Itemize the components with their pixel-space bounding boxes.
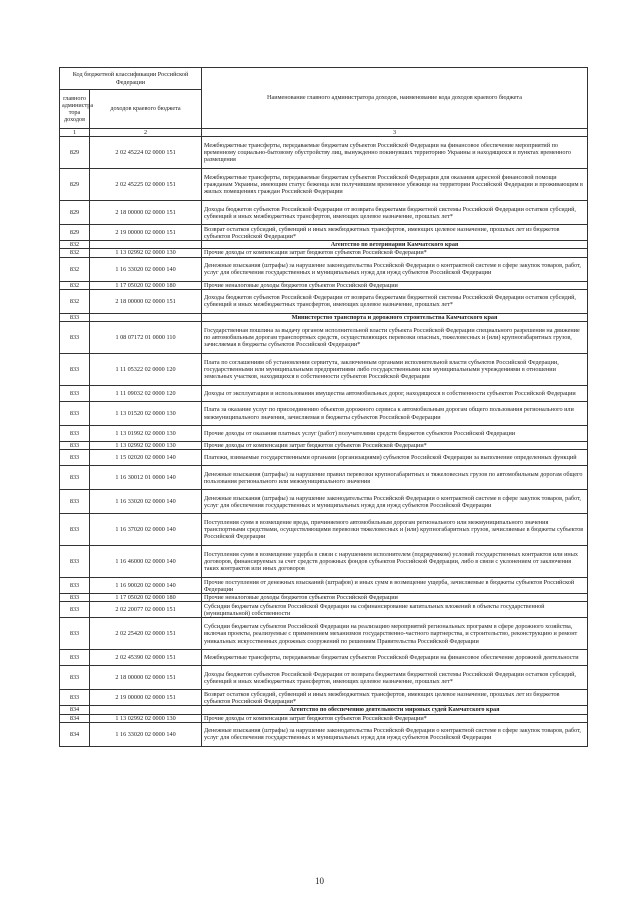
income-code-cell: [90, 706, 202, 714]
table-row: [60, 578, 588, 594]
income-code-cell: 1 16 90020 02 0000 140: [90, 578, 202, 594]
table-row: [60, 650, 588, 666]
admin-code-cell: 833: [60, 546, 90, 578]
column-number-1: 1: [60, 129, 90, 137]
income-name-cell: Поступления сумм в возмещение ущерба в связи с нарушением исполнителем (подрядчиком) условий государственных контрактов или иных договоров, финансируемых за счет средств дорожных фондов субъектов Российской Федерации, либо в связи с уклонением от заключения таких контрактов или иных договоров: [202, 546, 588, 578]
income-name-cell: Прочие поступления от денежных взысканий (штрафов) и иных сумм в возмещение ущерба, зачисляемые в бюджеты субъектов Российской Федерации: [202, 578, 588, 594]
section-title-cell: Агентство по обеспечению деятельности мировых судей Камчатского края: [202, 706, 588, 714]
table-row: [60, 450, 588, 466]
table-row: [60, 137, 588, 169]
table-row: [60, 225, 588, 241]
income-name-cell: Доходы бюджетов субъектов Российской Федерации от возврата бюджетами бюджетной системы Российской Федерации остатков субсидий, субвенций и иных межбюджетных трансфертов, имеющих целевое назначение, прошлых лет*: [202, 289, 588, 313]
admin-code-cell: 833: [60, 426, 90, 442]
income-name-cell: Денежные взыскания (штрафы) за нарушение законодательства Российской Федерации о контрактной системе в сфере закупок товаров, работ, услуг для обеспечения государственных и муниципальных нужд для нужд субъектов Российской Федерации: [202, 722, 588, 746]
income-code-cell: 1 11 05322 02 0000 120: [90, 354, 202, 386]
table-row: [60, 722, 588, 746]
section-row: [60, 706, 588, 714]
income-name-cell: Денежные взыскания (штрафы) за нарушение законодательства Российской Федерации о контрактной системе в сфере закупок товаров, работ, услуг для обеспечения государственных и муниципальных нужд для нужд субъектов Российской Федерации: [202, 490, 588, 514]
admin-code-cell: 833: [60, 466, 90, 490]
table-row: [60, 402, 588, 426]
table-row: [60, 426, 588, 442]
income-code-cell: 1 16 37020 02 0000 140: [90, 514, 202, 546]
admin-column-header: главного администра тора доходов: [60, 90, 90, 129]
admin-code-cell: 833: [60, 322, 90, 354]
table-row: [60, 490, 588, 514]
table-row: [60, 354, 588, 386]
section-title-cell: Министерство транспорта и дорожного строительства Камчатского края: [202, 313, 588, 321]
admin-code-cell: 833: [60, 618, 90, 650]
name-column-header: Наименование главного администратора доходов, наименование кода доходов краевого бюджета: [202, 68, 588, 129]
admin-code-cell: 833: [60, 313, 90, 321]
admin-code-cell: 832: [60, 249, 90, 257]
income-name-cell: Субсидии бюджетам субъектов Российской Федерации на софинансирование капитальных вложений в объекты государственной (муниципальной) собственности: [202, 602, 588, 618]
income-code-cell: 2 02 45224 02 0000 151: [90, 137, 202, 169]
column-number-3: 3: [202, 129, 588, 137]
income-name-cell: Доходы бюджетов субъектов Российской Федерации от возврата бюджетами бюджетной системы Российской Федерации остатков субсидий, субвенций и иных межбюджетных трансфертов, имеющих целевое назначение, прошлых лет*: [202, 201, 588, 225]
table-row: [60, 442, 588, 450]
income-code-cell: 1 17 05020 02 0000 180: [90, 594, 202, 602]
income-name-cell: Прочие неналоговые доходы бюджетов субъектов Российской Федерации: [202, 594, 588, 602]
admin-code-cell: 832: [60, 257, 90, 281]
table-row: [60, 249, 588, 257]
table-row: [60, 714, 588, 722]
column-number-2: 2: [90, 129, 202, 137]
income-code-cell: 1 16 46000 02 0000 140: [90, 546, 202, 578]
admin-code-cell: 832: [60, 241, 90, 249]
kbk-group-header: Код бюджетной классификации Российской Федерации: [60, 68, 202, 90]
page-number: 10: [315, 876, 324, 886]
admin-code-cell: 833: [60, 354, 90, 386]
table-row: [60, 514, 588, 546]
income-name-cell: Денежные взыскания (штрафы) за нарушение законодательства Российской Федерации о контрактной системе в сфере закупок товаров, работ, услуг для обеспечения государственных и муниципальных нужд для нужд субъектов Российской Федерации: [202, 257, 588, 281]
admin-code-cell: 834: [60, 714, 90, 722]
income-code-cell: 1 13 02992 02 0000 130: [90, 714, 202, 722]
table-row: [60, 618, 588, 650]
income-name-cell: Прочие доходы от компенсации затрат бюджетов субъектов Российской Федерации*: [202, 714, 588, 722]
admin-code-cell: 832: [60, 289, 90, 313]
admin-code-cell: 833: [60, 602, 90, 618]
admin-code-cell: 829: [60, 225, 90, 241]
income-name-cell: Денежные взыскания (штрафы) за нарушение правил перевозки крупногабаритных и тяжеловесных грузов по автомобильным дорогам общего пользования регионального или межмуниципального значения: [202, 466, 588, 490]
table-row: [60, 602, 588, 618]
table-row: [60, 289, 588, 313]
income-code-cell: [90, 313, 202, 321]
income-code-cell: [90, 241, 202, 249]
income-name-cell: Прочие неналоговые доходы бюджетов субъектов Российской Федерации: [202, 281, 588, 289]
section-row: [60, 241, 588, 249]
income-name-cell: Межбюджетные трансферты, передаваемые бюджетам субъектов Российской Федерации на финансовое обеспечение мероприятий по временному социально-бытовому обустройству лиц, вынужденно покинувших территорию Украины и находящихся в пунктах временного размещения: [202, 137, 588, 169]
table-row: [60, 690, 588, 706]
income-code-cell: 1 13 01992 02 0000 130: [90, 426, 202, 442]
table-row: [60, 169, 588, 201]
income-name-cell: Поступления сумм в возмещение вреда, причиняемого автомобильным дорогам регионального или межмуниципального значения транспортными средствами, осуществляющими перевозки тяжеловесных и (или) крупногабаритных грузов, зачисляемые в бюджеты субъектов Российской Федерации: [202, 514, 588, 546]
income-code-cell: 1 15 02020 02 0000 140: [90, 450, 202, 466]
income-code-cell: 1 13 02992 02 0000 130: [90, 442, 202, 450]
admin-code-cell: 829: [60, 169, 90, 201]
table-row: [60, 546, 588, 578]
admin-code-cell: 833: [60, 402, 90, 426]
income-name-cell: Плата по соглашениям об установлении сервитута, заключенным органами исполнительной власти субъектов Российской Федерации, государственными или муниципальными предприятиями либо государственными или муниципальными учреждениями в отношении земельных участков, находящихся в собственности субъектов Российской Федерации: [202, 354, 588, 386]
admin-code-cell: 833: [60, 490, 90, 514]
section-row: [60, 313, 588, 321]
admin-code-cell: 833: [60, 578, 90, 594]
income-name-cell: Прочие доходы от компенсации затрат бюджетов субъектов Российской Федерации*: [202, 442, 588, 450]
income-name-cell: Государственная пошлина за выдачу органом исполнительной власти субъекта Российской Федерации специального разрешения на движение по автомобильным дорогам транспортных средств, осуществляющих перевозки опасных, тяжеловесных и (или) крупногабаритных грузов, зачисляемая в бюджеты субъектов Российской Федерации*: [202, 322, 588, 354]
table-row: [60, 322, 588, 354]
income-code-cell: 1 16 33020 02 0000 140: [90, 257, 202, 281]
budget-codes-table: [59, 67, 588, 747]
table-row: [60, 281, 588, 289]
admin-code-cell: 833: [60, 442, 90, 450]
table-row: [60, 466, 588, 490]
income-name-cell: Межбюджетные трансферты, передаваемые бюджетам субъектов Российской Федерации для оказания адресной финансовой помощи гражданам Украины, имеющим статус беженца или получившим временное убежище на территории Российской Федерации и проживающим в жилых помещениях граждан Российской Федерации: [202, 169, 588, 201]
admin-code-cell: 834: [60, 722, 90, 746]
admin-code-cell: 832: [60, 281, 90, 289]
income-name-cell: Платежи, взимаемые государственными органами (организациями) субъектов Российской Федерации за выполнение определенных функций: [202, 450, 588, 466]
section-title-cell: Агентство по ветеринарии Камчатского края: [202, 241, 588, 249]
admin-code-cell: 833: [60, 450, 90, 466]
admin-code-cell: 833: [60, 650, 90, 666]
income-name-cell: Возврат остатков субсидий, субвенций и иных межбюджетных трансфертов, имеющих целевое назначение, прошлых лет из бюджетов субъектов Российской Федерации*: [202, 225, 588, 241]
income-code-cell: 1 13 01520 02 0000 130: [90, 402, 202, 426]
income-code-cell: 2 19 00000 02 0000 151: [90, 225, 202, 241]
income-code-cell: 2 19 00000 02 0000 151: [90, 690, 202, 706]
income-code-cell: 1 08 07172 01 0000 110: [90, 322, 202, 354]
income-code-cell: 2 18 00000 02 0000 151: [90, 666, 202, 690]
income-code-cell: 2 18 00000 02 0000 151: [90, 289, 202, 313]
table-row: [60, 666, 588, 690]
table-row: [60, 594, 588, 602]
income-code-cell: 1 16 33020 02 0000 140: [90, 490, 202, 514]
admin-code-cell: 833: [60, 666, 90, 690]
column-number-row: [60, 129, 588, 137]
admin-code-cell: 829: [60, 137, 90, 169]
admin-code-cell: 833: [60, 386, 90, 402]
income-code-cell: 2 02 45390 02 0000 151: [90, 650, 202, 666]
income-name-cell: Доходы от эксплуатации и использования имущества автомобильных дорог, находящихся в собственности субъектов Российской Федерации: [202, 386, 588, 402]
income-code-cell: 2 02 20077 02 0000 151: [90, 602, 202, 618]
income-code-cell: 2 02 45225 02 0000 151: [90, 169, 202, 201]
table-row: [60, 201, 588, 225]
income-name-cell: Прочие доходы от компенсации затрат бюджетов субъектов Российской Федерации*: [202, 249, 588, 257]
table-row: [60, 386, 588, 402]
admin-code-cell: 829: [60, 201, 90, 225]
admin-code-cell: 833: [60, 514, 90, 546]
admin-code-cell: 834: [60, 706, 90, 714]
income-code-cell: 1 16 33020 02 0000 140: [90, 722, 202, 746]
income-name-cell: Межбюджетные трансферты, передаваемые бюджетам субъектов Российской Федерации на финансовое обеспечение дорожной деятельности: [202, 650, 588, 666]
income-column-header: доходов краевого бюджета: [90, 90, 202, 129]
income-code-cell: 1 11 09032 02 0000 120: [90, 386, 202, 402]
income-name-cell: Возврат остатков субсидий, субвенций и иных межбюджетных трансфертов, имеющих целевое назначение, прошлых лет из бюджетов субъектов Российской Федерации*: [202, 690, 588, 706]
income-code-cell: 2 18 00000 02 0000 151: [90, 201, 202, 225]
income-code-cell: 1 17 05020 02 0000 180: [90, 281, 202, 289]
admin-code-cell: 833: [60, 594, 90, 602]
income-code-cell: 1 13 02992 02 0000 130: [90, 249, 202, 257]
income-name-cell: Субсидии бюджетам субъектов Российской Федерации на реализацию мероприятий региональных программ в сфере дорожного хозяйства, включая проекты, реализуемые с применением механизмов государственно-частного партнерства, и строительство, реконструкцию и ремонт уникальных искусственных дорожных сооружений по решениям Правительства Российской Федерации: [202, 618, 588, 650]
table-row: [60, 257, 588, 281]
income-code-cell: 2 02 25420 02 0000 151: [90, 618, 202, 650]
income-name-cell: Прочие доходы от оказания платных услуг (работ) получателями средств бюджетов субъектов Российской Федерации: [202, 426, 588, 442]
admin-code-cell: 833: [60, 690, 90, 706]
income-code-cell: 1 16 30012 01 0000 140: [90, 466, 202, 490]
income-name-cell: Плата за оказание услуг по присоединению объектов дорожного сервиса к автомобильным дорогам общего пользования регионального или межмуниципального значения, зачисляемая в бюджеты субъектов Российской Федерации: [202, 402, 588, 426]
header-row-top: [60, 68, 588, 90]
income-name-cell: Доходы бюджетов субъектов Российской Федерации от возврата бюджетами бюджетной системы Российской Федерации остатков субсидий, субвенций и иных межбюджетных трансфертов, имеющих целевое назначение, прошлых лет*: [202, 666, 588, 690]
